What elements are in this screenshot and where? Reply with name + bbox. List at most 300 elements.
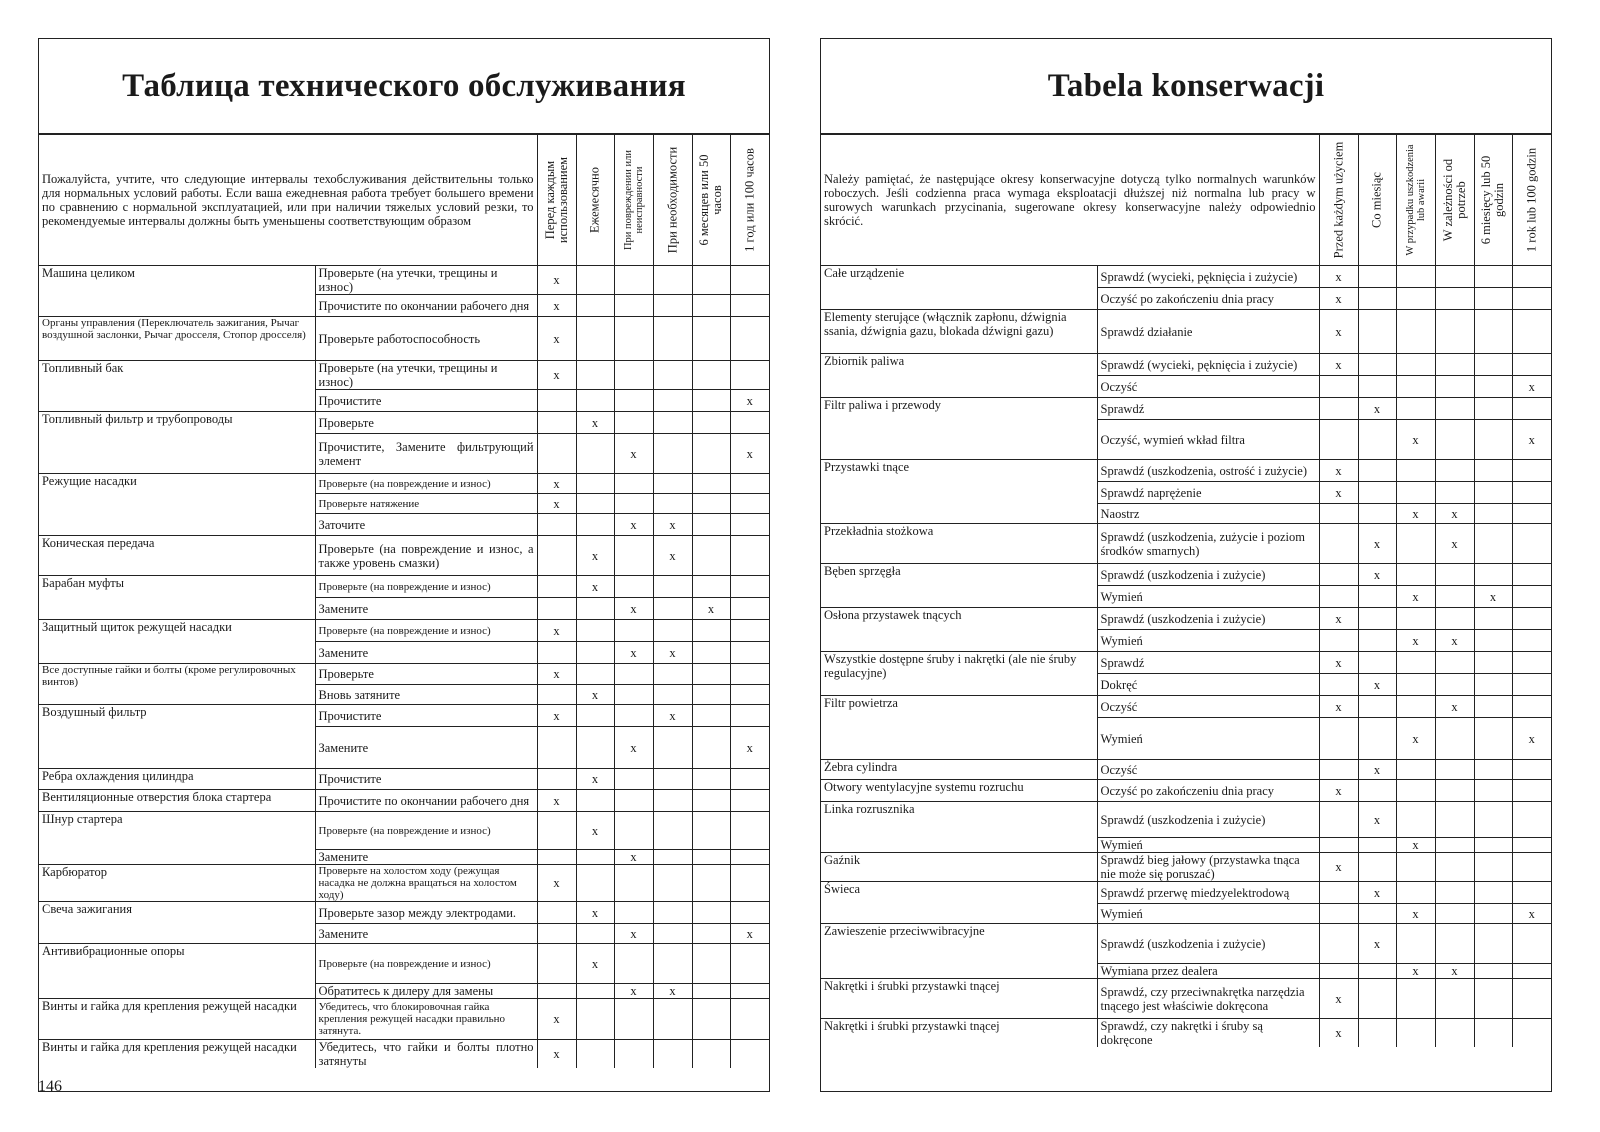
interval-mark: [1474, 504, 1512, 524]
interval-mark: x: [537, 620, 576, 642]
interval-mark: [1358, 420, 1396, 460]
interval-mark: [730, 769, 769, 790]
table-row: [821, 354, 1551, 376]
interval-mark: [1358, 696, 1396, 718]
interval-mark: x: [730, 727, 769, 769]
interval-mark: [692, 1040, 730, 1069]
interval-column-label: При необходимости: [665, 146, 680, 254]
interval-mark: x: [653, 536, 692, 576]
maintenance-action: Sprawdź: [1097, 652, 1319, 674]
interval-mark: [1435, 482, 1474, 504]
interval-mark: [576, 620, 614, 642]
interval-mark: x: [576, 812, 614, 850]
interval-mark: [1396, 652, 1435, 674]
interval-mark: x: [1396, 838, 1435, 853]
interval-mark: x: [1358, 882, 1396, 904]
interval-mark: [614, 494, 653, 514]
interval-mark: x: [537, 266, 576, 295]
component-name: Шнур стартера: [39, 812, 315, 865]
interval-mark: x: [537, 1040, 576, 1069]
interval-mark: x: [1396, 904, 1435, 924]
maintenance-action: Oczyść, wymień wkład filtra: [1097, 420, 1319, 460]
interval-mark: [614, 361, 653, 390]
interval-mark: x: [537, 494, 576, 514]
interval-mark: x: [1319, 1019, 1358, 1048]
maintenance-action: Проверьте (на повреждение и износ): [315, 474, 537, 494]
interval-mark: x: [1358, 674, 1396, 696]
interval-mark: [1358, 354, 1396, 376]
maintenance-action: Проверьте: [315, 664, 537, 685]
interval-mark: [653, 865, 692, 902]
table-row: [39, 664, 769, 685]
table-row: [39, 812, 769, 850]
interval-mark: [576, 514, 614, 536]
interval-mark: x: [1435, 630, 1474, 652]
interval-mark: [1358, 266, 1396, 288]
interval-mark: [576, 984, 614, 999]
interval-column-header: [1319, 135, 1358, 266]
table-row: [821, 564, 1551, 586]
interval-mark: x: [537, 317, 576, 361]
interval-mark: [1358, 780, 1396, 802]
interval-mark: [1435, 853, 1474, 882]
interval-mark: x: [614, 924, 653, 944]
interval-mark: [653, 790, 692, 812]
interval-mark: x: [1319, 652, 1358, 674]
interval-column-header: [576, 135, 614, 266]
interval-mark: x: [1319, 310, 1358, 354]
interval-mark: x: [614, 514, 653, 536]
table-row: [821, 266, 1551, 288]
interval-mark: x: [537, 705, 576, 727]
interval-mark: [1435, 802, 1474, 838]
interval-mark: x: [576, 576, 614, 598]
header-row: [821, 135, 1551, 266]
interval-mark: [537, 924, 576, 944]
interval-mark: [1435, 760, 1474, 780]
maintenance-table: [39, 134, 769, 1068]
interval-mark: [653, 944, 692, 984]
maintenance-action: Проверьте: [315, 412, 537, 434]
interval-mark: [1474, 904, 1512, 924]
component-name: Свеча зажигания: [39, 902, 315, 944]
interval-mark: [537, 412, 576, 434]
interval-mark: x: [614, 598, 653, 620]
table-row: [821, 460, 1551, 482]
interval-mark: x: [1319, 853, 1358, 882]
component-name: Filtr powietrza: [821, 696, 1097, 760]
component-name: Воздушный фильтр: [39, 705, 315, 769]
maintenance-action: Oczyść po zakończeniu dnia pracy: [1097, 780, 1319, 802]
interval-mark: [1396, 608, 1435, 630]
interval-mark: [1435, 904, 1474, 924]
maintenance-action: Wymień: [1097, 718, 1319, 760]
interval-mark: [1396, 760, 1435, 780]
interval-mark: x: [537, 865, 576, 902]
interval-mark: [1474, 376, 1512, 398]
interval-mark: [1396, 979, 1435, 1019]
interval-mark: [1435, 608, 1474, 630]
table-row: [821, 652, 1551, 674]
interval-mark: [614, 474, 653, 494]
interval-mark: [576, 598, 614, 620]
interval-mark: x: [614, 727, 653, 769]
interval-column-header: [1474, 135, 1512, 266]
interval-mark: [1396, 696, 1435, 718]
interval-mark: [692, 642, 730, 664]
interval-mark: [1396, 398, 1435, 420]
interval-mark: [653, 434, 692, 474]
component-name: Винты и гайка для крепления режущей насадки: [39, 999, 315, 1040]
interval-mark: x: [1358, 398, 1396, 420]
interval-mark: [1512, 398, 1551, 420]
interval-mark: [576, 727, 614, 769]
component-name: Żebra cylindra: [821, 760, 1097, 780]
interval-mark: [537, 944, 576, 984]
interval-mark: [1512, 524, 1551, 564]
interval-mark: [653, 769, 692, 790]
interval-mark: [1512, 1019, 1551, 1048]
interval-mark: [653, 999, 692, 1040]
interval-mark: [730, 685, 769, 705]
maintenance-action: Sprawdź, czy przeciwnakrętka narzędzia tnącego jest właściwie dokręcona: [1097, 979, 1319, 1019]
interval-mark: [692, 295, 730, 317]
interval-mark: [653, 295, 692, 317]
interval-mark: [1474, 760, 1512, 780]
interval-mark: [692, 474, 730, 494]
maintenance-action: Oczyść: [1097, 696, 1319, 718]
interval-mark: [730, 850, 769, 865]
interval-mark: [730, 361, 769, 390]
maintenance-action: Прочистите: [315, 705, 537, 727]
maintenance-note: Пожалуйста, учтите, что следующие интервалы техобслуживания действительны только для нормальных условий работы. Если ваша ежедневная работа требует большего времени по сравнению с нормальной эксплуатацией, или при наличии тяжелых условий резки, то рекомендуемые интервалы должны быть уменьшены соответствующим образом: [39, 135, 537, 266]
interval-mark: [614, 536, 653, 576]
interval-mark: [1474, 354, 1512, 376]
table-row: [821, 696, 1551, 718]
interval-column-header: [1396, 135, 1435, 266]
interval-mark: [537, 576, 576, 598]
interval-mark: [1512, 564, 1551, 586]
interval-column-label: Ежемесячно: [587, 167, 602, 233]
interval-mark: [576, 1040, 614, 1069]
component-name: Машина целиком: [39, 266, 315, 317]
maintenance-action: Oczyść: [1097, 760, 1319, 780]
interval-mark: [614, 685, 653, 705]
interval-mark: [537, 812, 576, 850]
interval-mark: [1512, 288, 1551, 310]
interval-mark: [692, 664, 730, 685]
table-row: [821, 760, 1551, 780]
interval-mark: x: [1474, 586, 1512, 608]
interval-mark: [1474, 853, 1512, 882]
interval-mark: [1319, 398, 1358, 420]
component-name: Wszystkie dostępne śruby i nakrętki (ale nie śruby regulacyjne): [821, 652, 1097, 696]
interval-mark: x: [1396, 718, 1435, 760]
component-name: Органы управления (Переключатель зажигания, Рычаг воздушной заслонки, Рычаг дросселя, Стопор дросселя): [39, 317, 315, 361]
interval-mark: x: [537, 295, 576, 317]
interval-mark: [692, 514, 730, 536]
interval-mark: [1474, 924, 1512, 964]
interval-mark: x: [730, 924, 769, 944]
interval-mark: [576, 295, 614, 317]
table-row: [39, 361, 769, 390]
interval-column-header: [1358, 135, 1396, 266]
interval-mark: [1512, 882, 1551, 904]
interval-column-header: [537, 135, 576, 266]
table-row: [39, 705, 769, 727]
page-number: 146: [38, 1078, 62, 1095]
component-name: Elementy sterujące (włącznik zapłonu, dźwignia ssania, dźwignia gazu, blokada dźwigni gazu): [821, 310, 1097, 354]
interval-mark: [692, 494, 730, 514]
interval-mark: [1396, 354, 1435, 376]
interval-mark: [1435, 354, 1474, 376]
interval-mark: [1319, 564, 1358, 586]
interval-mark: [537, 984, 576, 999]
interval-mark: [576, 361, 614, 390]
table-row: [821, 780, 1551, 802]
table-row: [39, 790, 769, 812]
table-row: [821, 608, 1551, 630]
interval-mark: x: [614, 850, 653, 865]
maintenance-action: Заточите: [315, 514, 537, 536]
interval-mark: [692, 769, 730, 790]
interval-mark: [730, 576, 769, 598]
component-name: Linka rozrusznika: [821, 802, 1097, 853]
interval-mark: x: [614, 984, 653, 999]
interval-mark: x: [730, 434, 769, 474]
maintenance-action: Замените: [315, 727, 537, 769]
interval-mark: [614, 620, 653, 642]
interval-mark: x: [1512, 420, 1551, 460]
maintenance-action: Прочистите: [315, 769, 537, 790]
interval-mark: [1474, 630, 1512, 652]
table-row: [821, 524, 1551, 564]
maintenance-action: Sprawdź naprężenie: [1097, 482, 1319, 504]
interval-mark: x: [1358, 760, 1396, 780]
interval-mark: [730, 984, 769, 999]
interval-mark: [537, 902, 576, 924]
interval-mark: x: [1396, 964, 1435, 979]
interval-mark: [1474, 882, 1512, 904]
interval-mark: [576, 390, 614, 412]
interval-mark: [1512, 674, 1551, 696]
interval-mark: [614, 902, 653, 924]
component-name: Zawieszenie przeciwwibracyjne: [821, 924, 1097, 979]
interval-mark: [614, 944, 653, 984]
interval-mark: [653, 494, 692, 514]
table-row: [821, 1019, 1551, 1048]
interval-mark: x: [1435, 504, 1474, 524]
table-title: Таблица технического обслуживания: [39, 39, 769, 134]
interval-mark: [537, 642, 576, 664]
interval-column-label: 6 месяцев или 50 часов: [697, 154, 725, 246]
interval-mark: [576, 790, 614, 812]
interval-mark: [1435, 979, 1474, 1019]
maintenance-note: Należy pamiętać, że następujące okresy konserwacyjne dotyczą tylko normalnych warunków roboczych. Jeśli codzienna praca wymaga eksploatacji dłuższej niż normalna lub pracy w surowych warunkach przycinania, sugerowane okresy konserwacyjne należy odpowiednio skrócić.: [821, 135, 1319, 266]
interval-column-label: При повреждении или неисправности: [622, 149, 645, 251]
interval-column-header: [730, 135, 769, 266]
interval-mark: [1435, 266, 1474, 288]
component-name: Барабан муфты: [39, 576, 315, 620]
interval-mark: [1512, 460, 1551, 482]
maintenance-action: Замените: [315, 924, 537, 944]
interval-mark: [537, 514, 576, 536]
interval-mark: [1435, 398, 1474, 420]
maintenance-action: Naostrz: [1097, 504, 1319, 524]
maintenance-action: Sprawdź (uszkodzenia, zużycie i poziom środków smarnych): [1097, 524, 1319, 564]
interval-mark: [1474, 482, 1512, 504]
interval-mark: [1512, 482, 1551, 504]
interval-mark: [653, 412, 692, 434]
interval-column-label: Перед каждым использованием: [542, 156, 570, 244]
interval-mark: [692, 266, 730, 295]
interval-mark: [692, 317, 730, 361]
interval-mark: [1512, 780, 1551, 802]
interval-mark: x: [576, 685, 614, 705]
interval-mark: [730, 812, 769, 850]
interval-column-label: 1 rok lub 100 godzin: [1524, 147, 1539, 253]
interval-mark: [576, 999, 614, 1040]
maintenance-action: Обратитесь к дилеру для замены: [315, 984, 537, 999]
component-name: Bęben sprzęgła: [821, 564, 1097, 608]
interval-mark: [653, 902, 692, 924]
maintenance-action: Проверьте (на повреждение и износ): [315, 812, 537, 850]
interval-mark: [1319, 924, 1358, 964]
maintenance-action: Прочистите по окончании рабочего дня: [315, 295, 537, 317]
interval-mark: [730, 598, 769, 620]
interval-mark: [1435, 564, 1474, 586]
interval-mark: [1435, 838, 1474, 853]
interval-mark: x: [653, 984, 692, 999]
maintenance-action: Проверьте (на повреждение и износ, а также уровень смазки): [315, 536, 537, 576]
interval-mark: [1396, 780, 1435, 802]
table-row: [821, 398, 1551, 420]
interval-mark: [1512, 924, 1551, 964]
interval-mark: [1319, 630, 1358, 652]
component-name: Защитный щиток режущей насадки: [39, 620, 315, 664]
interval-mark: x: [1319, 288, 1358, 310]
maintenance-action: Sprawdź (wycieki, pęknięcia i zużycie): [1097, 266, 1319, 288]
maintenance-action: Замените: [315, 642, 537, 664]
interval-mark: x: [1358, 924, 1396, 964]
interval-mark: [1474, 288, 1512, 310]
maintenance-action: Проверьте (на утечки, трещины и износ): [315, 266, 537, 295]
interval-mark: [1396, 482, 1435, 504]
maintenance-action: Sprawdź działanie: [1097, 310, 1319, 354]
interval-column-header: [653, 135, 692, 266]
interval-mark: [692, 390, 730, 412]
interval-mark: [1358, 310, 1396, 354]
maintenance-table-ru-panel: [38, 38, 770, 1092]
interval-mark: [614, 1040, 653, 1069]
maintenance-action: Wymiana przez dealera: [1097, 964, 1319, 979]
table-row: [39, 620, 769, 642]
interval-mark: [1512, 853, 1551, 882]
interval-mark: x: [1435, 524, 1474, 564]
interval-mark: [730, 494, 769, 514]
maintenance-action: Wymień: [1097, 904, 1319, 924]
component-name: Osłona przystawek tnących: [821, 608, 1097, 652]
maintenance-action: Замените: [315, 850, 537, 865]
interval-mark: [614, 266, 653, 295]
interval-mark: x: [1319, 780, 1358, 802]
interval-mark: [692, 727, 730, 769]
interval-mark: x: [614, 434, 653, 474]
interval-mark: [730, 790, 769, 812]
interval-mark: x: [576, 902, 614, 924]
interval-mark: x: [1319, 460, 1358, 482]
interval-mark: [1435, 376, 1474, 398]
interval-mark: x: [653, 705, 692, 727]
interval-mark: [614, 317, 653, 361]
interval-mark: [730, 474, 769, 494]
interval-mark: [1512, 964, 1551, 979]
interval-mark: [1319, 760, 1358, 780]
interval-mark: [1435, 718, 1474, 760]
interval-mark: [730, 865, 769, 902]
interval-mark: [1396, 564, 1435, 586]
interval-mark: [653, 620, 692, 642]
interval-mark: x: [576, 536, 614, 576]
interval-mark: [576, 494, 614, 514]
interval-mark: [1474, 838, 1512, 853]
interval-column-header: [692, 135, 730, 266]
interval-mark: [1319, 504, 1358, 524]
interval-mark: [537, 536, 576, 576]
component-name: Топливный бак: [39, 361, 315, 412]
interval-mark: [1358, 608, 1396, 630]
interval-mark: [730, 514, 769, 536]
table-row: [821, 882, 1551, 904]
interval-mark: [1435, 460, 1474, 482]
interval-mark: [1396, 674, 1435, 696]
interval-mark: [692, 924, 730, 944]
interval-mark: [1474, 652, 1512, 674]
maintenance-action: Wymień: [1097, 586, 1319, 608]
interval-mark: [614, 790, 653, 812]
component-name: Przekładnia stożkowa: [821, 524, 1097, 564]
maintenance-action: Проверьте зазор между электродами.: [315, 902, 537, 924]
interval-mark: x: [1319, 608, 1358, 630]
interval-column-header: [1512, 135, 1551, 266]
table-row: [39, 902, 769, 924]
interval-mark: [537, 727, 576, 769]
interval-mark: x: [537, 999, 576, 1040]
maintenance-action: Проверьте (на повреждение и износ): [315, 944, 537, 984]
component-name: Gaźnik: [821, 853, 1097, 882]
interval-mark: [1474, 398, 1512, 420]
interval-mark: [1512, 608, 1551, 630]
interval-mark: [1358, 586, 1396, 608]
table-row: [821, 310, 1551, 354]
interval-mark: [1512, 310, 1551, 354]
interval-mark: [576, 642, 614, 664]
interval-mark: [1435, 882, 1474, 904]
maintenance-action: Oczyść po zakończeniu dnia pracy: [1097, 288, 1319, 310]
interval-mark: [1396, 310, 1435, 354]
interval-mark: [1474, 696, 1512, 718]
interval-mark: x: [537, 790, 576, 812]
table-row: [39, 412, 769, 434]
interval-mark: [692, 536, 730, 576]
interval-mark: [730, 642, 769, 664]
interval-mark: x: [730, 390, 769, 412]
interval-mark: [614, 576, 653, 598]
interval-mark: [614, 769, 653, 790]
interval-mark: [1396, 288, 1435, 310]
interval-column-label: 6 miesięcy lub 50 godzin: [1479, 155, 1506, 245]
interval-mark: [1474, 310, 1512, 354]
